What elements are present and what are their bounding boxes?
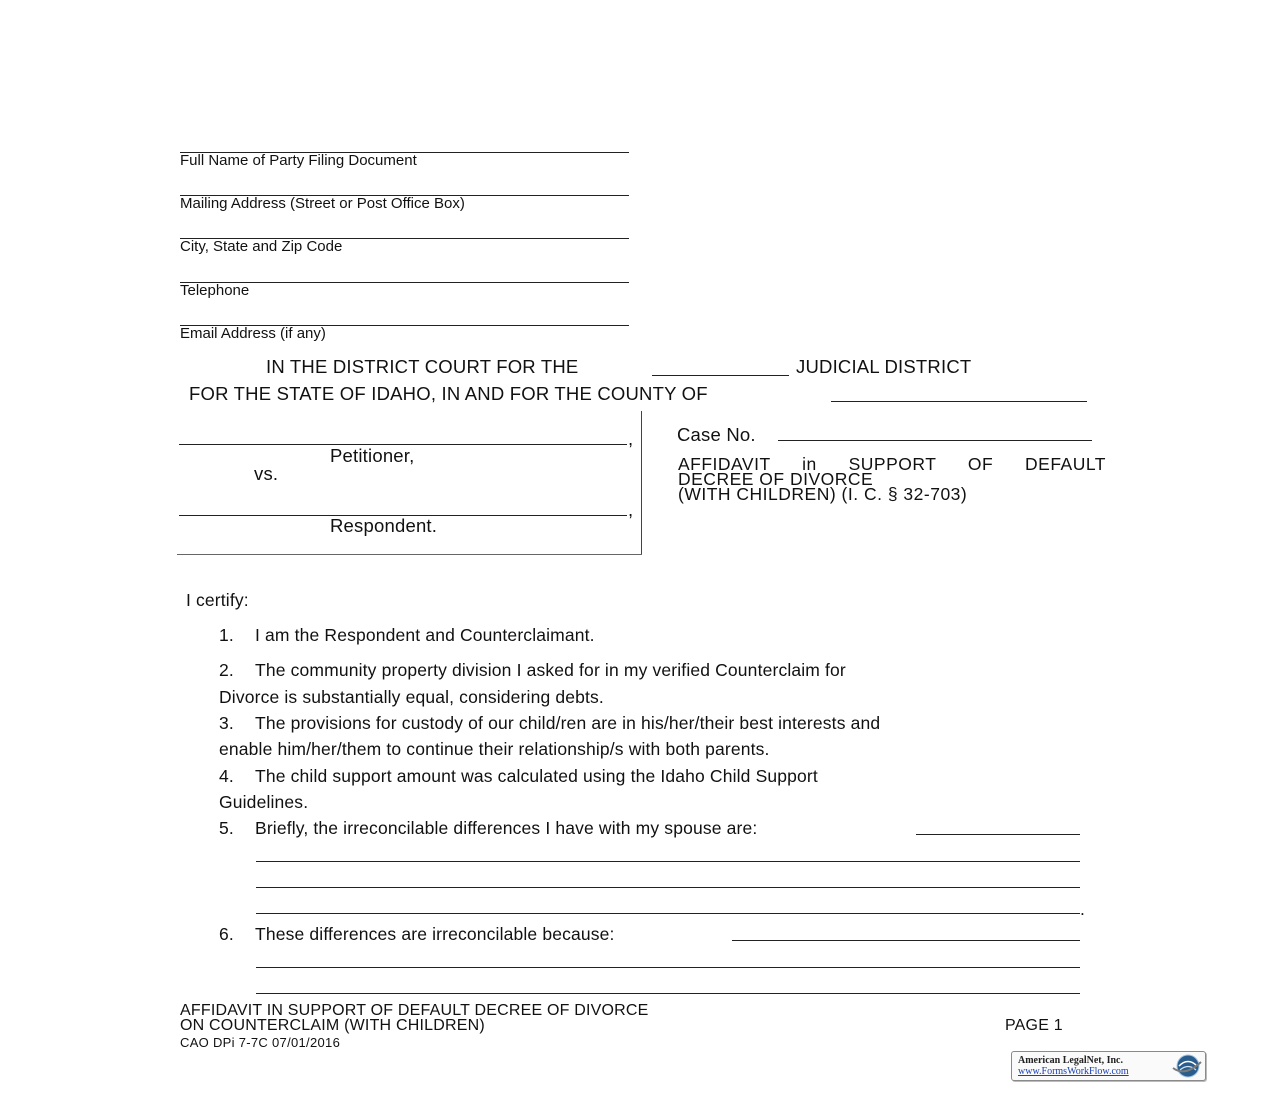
county-blank[interactable] [831, 401, 1087, 402]
form-code: CAO DPi 7-7C 07/01/2016 [180, 1035, 341, 1050]
footer-title-line2: ON COUNTERCLAIM (WITH CHILDREN) [180, 1017, 485, 1034]
court-line2-prefix: FOR THE STATE OF IDAHO, IN AND FOR THE COUNTY OF [189, 383, 708, 404]
item-text: I am the Respondent and Counterclaimant. [255, 625, 595, 645]
item-text: Briefly, the irreconcilable differences I have with my spouse are: [255, 818, 758, 838]
document-title-line3: (WITH CHILDREN) (I. C. § 32-703) [678, 484, 968, 504]
item-number: 1. [219, 625, 234, 645]
differences-blank-3[interactable] [256, 887, 1080, 888]
irreconcilable-blank-2[interactable] [256, 967, 1080, 968]
telephone-label: Telephone [180, 282, 250, 299]
differences-blank-4[interactable] [256, 913, 1080, 914]
respondent-label: Respondent. [330, 515, 438, 536]
page-number: PAGE 1 [1005, 1017, 1063, 1034]
item-number: 6. [219, 924, 234, 944]
item-text: These differences are irreconcilable because: [255, 924, 615, 944]
item-text-continued: enable him/her/them to continue their relationship/s with both parents. [219, 739, 770, 759]
footer-title-line1: AFFIDAVIT IN SUPPORT OF DEFAULT DECREE OF DIVORCE [180, 1002, 649, 1019]
item-text: The provisions for custody of our child/ren are in his/her/their best interests and [255, 713, 881, 733]
full-name-label: Full Name of Party Filing Document [180, 152, 417, 169]
city-state-zip-label: City, State and Zip Code [180, 238, 343, 255]
differences-period: . [1080, 899, 1086, 919]
petitioner-comma: , [628, 428, 634, 449]
document-title-line1: AFFIDAVIT in SUPPORT OF DEFAULT [678, 454, 1106, 474]
irreconcilable-blank-1[interactable] [732, 940, 1080, 941]
item-number: 4. [219, 766, 234, 786]
email-label: Email Address (if any) [180, 325, 326, 342]
differences-blank-2[interactable] [256, 861, 1080, 862]
item-text-continued: Divorce is substantially equal, considering debts. [219, 687, 604, 707]
judicial-district-blank[interactable] [652, 375, 789, 376]
differences-blank-1[interactable] [916, 834, 1080, 835]
item-text-continued: Guidelines. [219, 792, 309, 812]
certify-intro: I certify: [186, 590, 249, 610]
globe-icon [1169, 1053, 1203, 1084]
case-no-blank[interactable] [778, 440, 1092, 441]
caption-divider-horizontal [177, 554, 642, 555]
court-line1-suffix: JUDICIAL DISTRICT [796, 356, 972, 377]
item-text: The child support amount was calculated using the Idaho Child Support [255, 766, 818, 786]
item-number: 2. [219, 660, 234, 680]
petitioner-label: Petitioner, [330, 445, 415, 466]
case-no-label: Case No. [677, 424, 756, 445]
court-line1-prefix: IN THE DISTRICT COURT FOR THE [266, 356, 579, 377]
item-number: 5. [219, 818, 234, 838]
respondent-comma: , [628, 499, 634, 520]
document-title-line2: DECREE OF DIVORCE [678, 469, 874, 489]
logo-company-name: American LegalNet, Inc. [1018, 1055, 1123, 1066]
american-legalnet-logo[interactable] [1011, 1051, 1206, 1081]
item-text: The community property division I asked for in my verified Counterclaim for [255, 660, 846, 680]
item-number: 3. [219, 713, 234, 733]
mailing-address-label: Mailing Address (Street or Post Office Box) [180, 195, 465, 212]
caption-divider-vertical [641, 411, 642, 555]
irreconcilable-blank-3[interactable] [256, 993, 1080, 994]
vs-label: vs. [254, 463, 279, 484]
logo-url-link[interactable]: www.FormsWorkFlow.com [1018, 1066, 1129, 1077]
